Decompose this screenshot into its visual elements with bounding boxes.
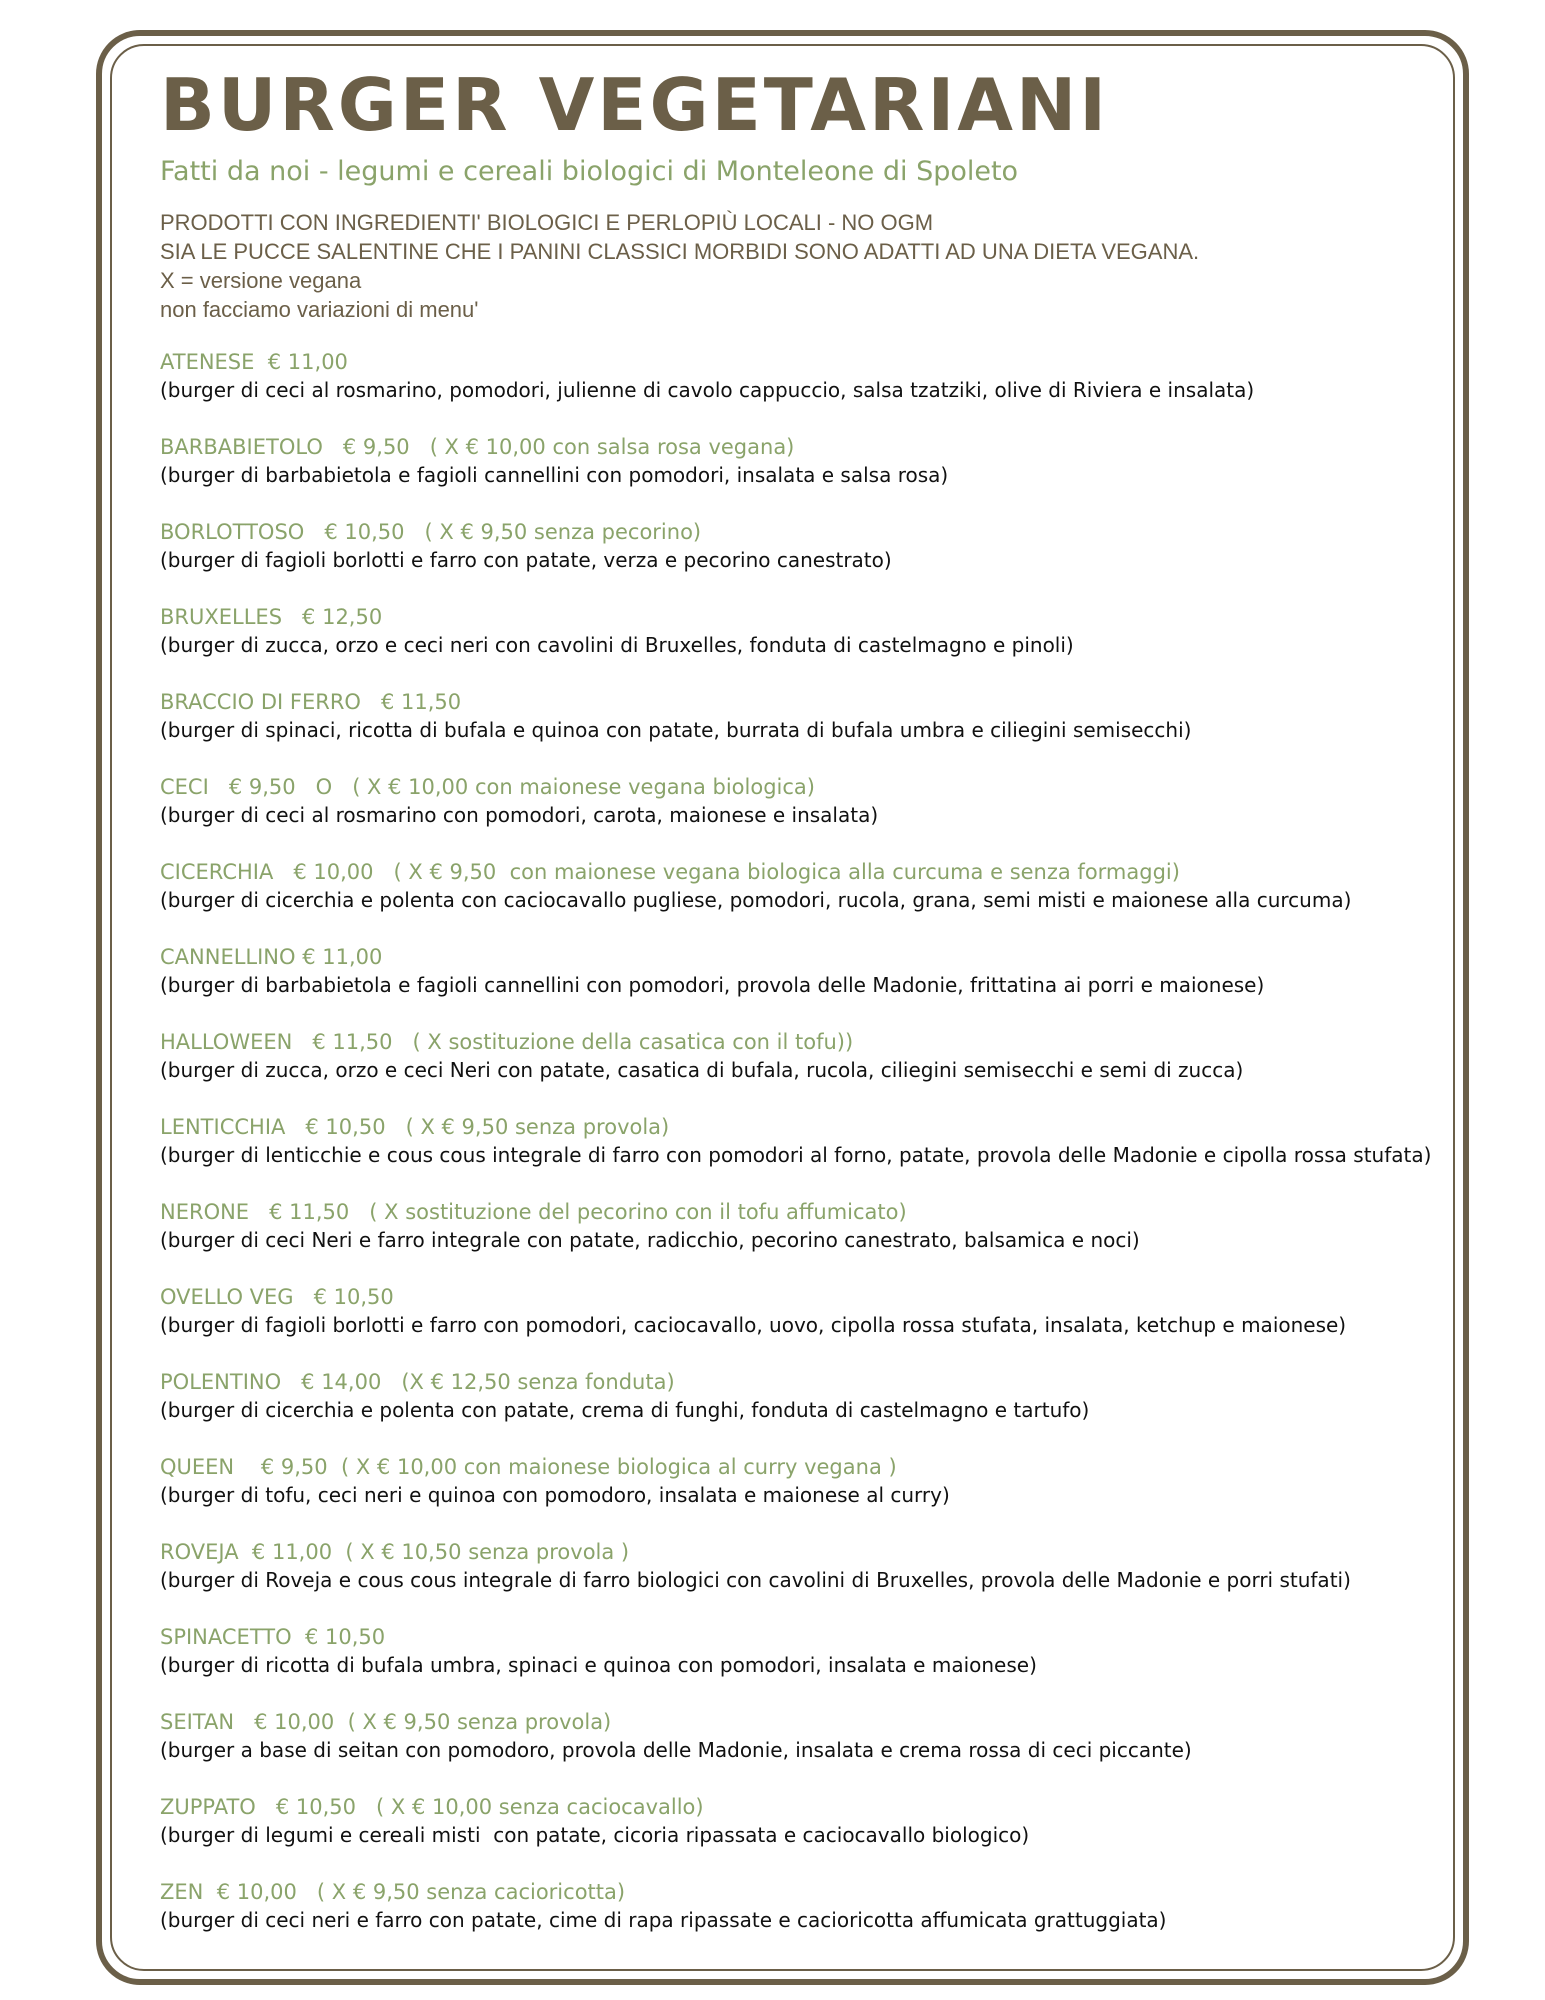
menu-item-name: ATENESE € 11,00 xyxy=(160,350,348,374)
menu-item-name: SEITAN € 10,00 ( X € 9,50 senza provola) xyxy=(160,1710,612,1734)
menu-item-description: (burger di fagioli borlotti e farro con pomodori, caciocavallo, uovo, cipolla rossa stufata, insalata, ketchup e maionese) xyxy=(160,1313,1347,1337)
note-no-variations: non facciamo variazioni di menu' xyxy=(160,297,479,322)
menu-item-description: (burger di zucca, orzo e ceci Neri con patate, casatica di bufala, rucola, ciliegini semisecchi e semi di zucca) xyxy=(160,1058,1244,1082)
menu-item-description: (burger di ceci neri e farro con patate, cime di rapa ripassate e cacioricotta affumicata grattuggiata) xyxy=(160,1908,1167,1932)
menu-item-description: (burger di ceci al rosmarino con pomodori, carota, maionese e insalata) xyxy=(160,803,879,827)
menu-item-description: (burger di ceci al rosmarino, pomodori, julienne di cavolo cappuccio, salsa tzatziki, olive di Riviera e insalata) xyxy=(160,378,1255,402)
menu-item-name: LENTICCHIA € 10,50 ( X € 9,50 senza provola) xyxy=(160,1115,670,1139)
menu-item-name: BARBABIETOLO € 9,50 ( X € 10,00 con salsa rosa vegana) xyxy=(160,435,795,459)
menu-item xyxy=(160,603,1420,688)
menu-item-name: QUEEN € 9,50 ( X € 10,00 con maionese biologica al curry vegana ) xyxy=(160,1455,897,1479)
menu-item xyxy=(160,1708,1420,1793)
menu-item-description: (burger di Roveja e cous cous integrale di farro biologici con cavolini di Bruxelles, provola delle Madonie e porri stufati) xyxy=(160,1568,1351,1592)
menu-item-description: (burger di cicerchia e polenta con patate, crema di funghi, fonduta di castelmagno e tartufo) xyxy=(160,1398,1090,1422)
page-title: BURGER VEGETARIANI xyxy=(160,63,1110,147)
menu-item-name: ZEN € 10,00 ( X € 9,50 senza cacioricotta) xyxy=(160,1880,626,1904)
menu-item-name: BRACCIO DI FERRO € 11,50 xyxy=(160,690,462,714)
menu-item xyxy=(160,773,1420,858)
menu-item-name: NERONE € 11,50 ( X sostituzione del pecorino con il tofu affumicato) xyxy=(160,1200,907,1224)
menu-item-name: SPINACETTO € 10,50 xyxy=(160,1625,386,1649)
notes-block xyxy=(160,208,1420,324)
menu-item-name: OVELLO VEG € 10,50 xyxy=(160,1285,394,1309)
menu-item xyxy=(160,1283,1420,1368)
menu-item-name: BORLOTTOSO € 10,50 ( X € 9,50 senza pecorino) xyxy=(160,520,702,544)
menu-item-description: (burger di barbabietola e fagioli cannellini con pomodori, provola delle Madonie, frittatina ai porri e maionese) xyxy=(160,973,1265,997)
menu-content xyxy=(160,62,1432,1963)
menu-item xyxy=(160,1623,1420,1708)
menu-item xyxy=(160,1113,1432,1198)
menu-item-description: (burger di legumi e cereali misti con patate, cicoria ripassata e caciocavallo biologico) xyxy=(160,1823,1030,1847)
menu-item-name: ZUPPATO € 10,50 ( X € 10,00 senza caciocavallo) xyxy=(160,1795,704,1819)
note-ingredients: PRODOTTI CON INGREDIENTI' BIOLOGICI E PERLOPIÙ LOCALI - NO OGM xyxy=(160,210,934,235)
menu-item-description: (burger a base di seitan con pomodoro, provola delle Madonie, insalata e crema rossa di ceci piccante) xyxy=(160,1738,1192,1762)
menu-item-name: CICERCHIA € 10,00 ( X € 9,50 con maionese vegana biologica alla curcuma e senza formaggi) xyxy=(160,860,1180,884)
menu-item xyxy=(160,1538,1420,1623)
menu-item-name: CECI € 9,50 O ( X € 10,00 con maionese vegana biologica) xyxy=(160,775,815,799)
page-subtitle: Fatti da noi - legumi e cereali biologici di Monteleone di Spoleto xyxy=(160,156,1019,187)
menu-item xyxy=(160,1878,1420,1963)
menu-item-description: (burger di barbabietola e fagioli cannellini con pomodori, insalata e salsa rosa) xyxy=(160,463,949,487)
menu-item-description: (burger di spinaci, ricotta di bufala e quinoa con patate, burrata di bufala umbra e ciliegini semisecchi) xyxy=(160,718,1192,742)
menu-item-description: (burger di zucca, orzo e ceci neri con cavolini di Bruxelles, fonduta di castelmagno e pinoli) xyxy=(160,633,1074,657)
menu-item xyxy=(160,348,1420,433)
menu-item xyxy=(160,943,1420,1028)
note-bread: SIA LE PUCCE SALENTINE CHE I PANINI CLASSICI MORBIDI SONO ADATTI AD UNA DIETA VEGANA. xyxy=(160,239,1200,264)
menu-item-description: (burger di tofu, ceci neri e quinoa con pomodoro, insalata e maionese al curry) xyxy=(160,1483,950,1507)
menu-item-name: CANNELLINO € 11,00 xyxy=(160,945,383,969)
menu-item xyxy=(160,1028,1420,1113)
menu-item-description: (burger di ceci Neri e farro integrale con patate, radicchio, pecorino canestrato, balsamica e noci) xyxy=(160,1228,1140,1252)
menu-item xyxy=(160,1793,1420,1878)
menu-item xyxy=(160,858,1420,943)
menu-item-description: (burger di fagioli borlotti e farro con patate, verza e pecorino canestrato) xyxy=(160,548,892,572)
note-vegan-legend: X = versione vegana xyxy=(160,268,362,293)
menu-item xyxy=(160,1198,1420,1283)
menu-item-name: ROVEJA € 11,00 ( X € 10,50 senza provola ) xyxy=(160,1540,630,1564)
menu-item xyxy=(160,688,1420,773)
menu-items-list xyxy=(160,348,1432,1963)
menu-item-description: (burger di ricotta di bufala umbra, spinaci e quinoa con pomodori, insalata e maionese) xyxy=(160,1653,1037,1677)
menu-item-name: POLENTINO € 14,00 (X € 12,50 senza fonduta) xyxy=(160,1370,675,1394)
menu-item xyxy=(160,433,1420,518)
menu-item-name: HALLOWEEN € 11,50 ( X sostituzione della casatica con il tofu)) xyxy=(160,1030,854,1054)
menu-item xyxy=(160,1368,1420,1453)
menu-item-description: (burger di lenticchie e cous cous integrale di farro con pomodori al forno, patate, provola delle Madonie e cipolla rossa stufata) xyxy=(160,1143,1432,1167)
menu-item xyxy=(160,518,1420,603)
menu-item-name: BRUXELLES € 12,50 xyxy=(160,605,383,629)
menu-item xyxy=(160,1453,1420,1538)
menu-item-description: (burger di cicerchia e polenta con caciocavallo pugliese, pomodori, rucola, grana, semi misti e maionese alla curcuma) xyxy=(160,888,1352,912)
